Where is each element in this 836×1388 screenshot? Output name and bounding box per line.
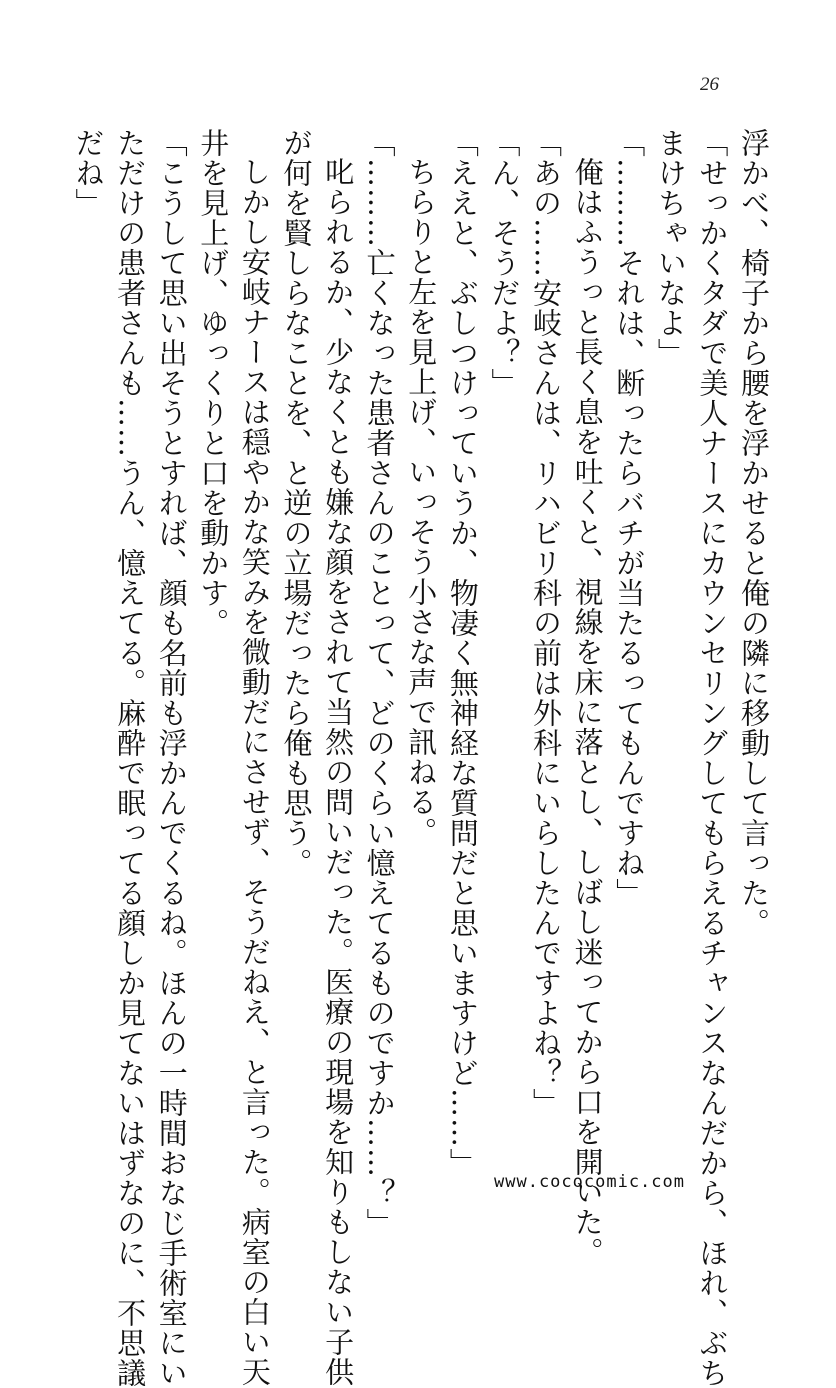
text-line: しかし安岐ナースは穏やかな笑みを微動だにさせず、そうだねえ、と言った。病室の白い天 [237,157,272,1387]
text-line: 浮かべ、椅子から腰を浮かせると俺の隣に移動して言った。 [737,128,771,938]
text-line: ただけの患者さんも……うん、憶えてる。麻酔で眠ってる顔しか見てないはずなのに、不思議 [113,128,148,1388]
text-line: 「こうして思い出そうとすれば、顔も名前も浮かんでくるね。ほんの一時間おなじ手術室にい [154,128,189,1388]
text-line: 「ええと、ぶしつけっていうか、物凄く無神経な質問だと思いますけど……」 [445,128,480,1178]
text-line: 「ん、そうだよ？」 [487,128,522,398]
text-line: だね」 [71,128,106,218]
text-line: が何を賢しらなことを、と逆の立場だったら俺も思う。 [279,128,314,878]
text-line: 俺はふうっと長く息を吐くと、視線を床に落とし、しばし迷ってから口を開いた。 [570,157,605,1267]
text-line: まけちゃいなよ」 [653,128,688,368]
text-line: 「あの……安岐さんは、リハビリ科の前は外科にいらしたんですよね？」 [529,128,564,1118]
text-line: 「………それは、断ったらバチが当たるってもんですね」 [612,128,647,908]
footer-watermark-url: www.cococomic.com [494,1172,685,1192]
text-line: 「………亡くなった患者さんのことって、どのくらい憶えてるものですか……？」 [362,128,397,1238]
text-line: 叱られるか、少なくとも嫌な顔をされて当然の問いだった。医療の現場を知りもしない子供 [321,157,356,1387]
page-number: 26 [700,74,719,95]
text-line: 井を見上げ、ゆっくりと口を動かす。 [196,128,231,638]
text-line: 「せっかくタダで美人ナースにカウンセリングしてもらえるチャンスなんだから、ほれ、ぶち [695,128,730,1388]
text-line: ちらりと左を見上げ、いっそう小さな声で訊ねる。 [404,157,439,847]
